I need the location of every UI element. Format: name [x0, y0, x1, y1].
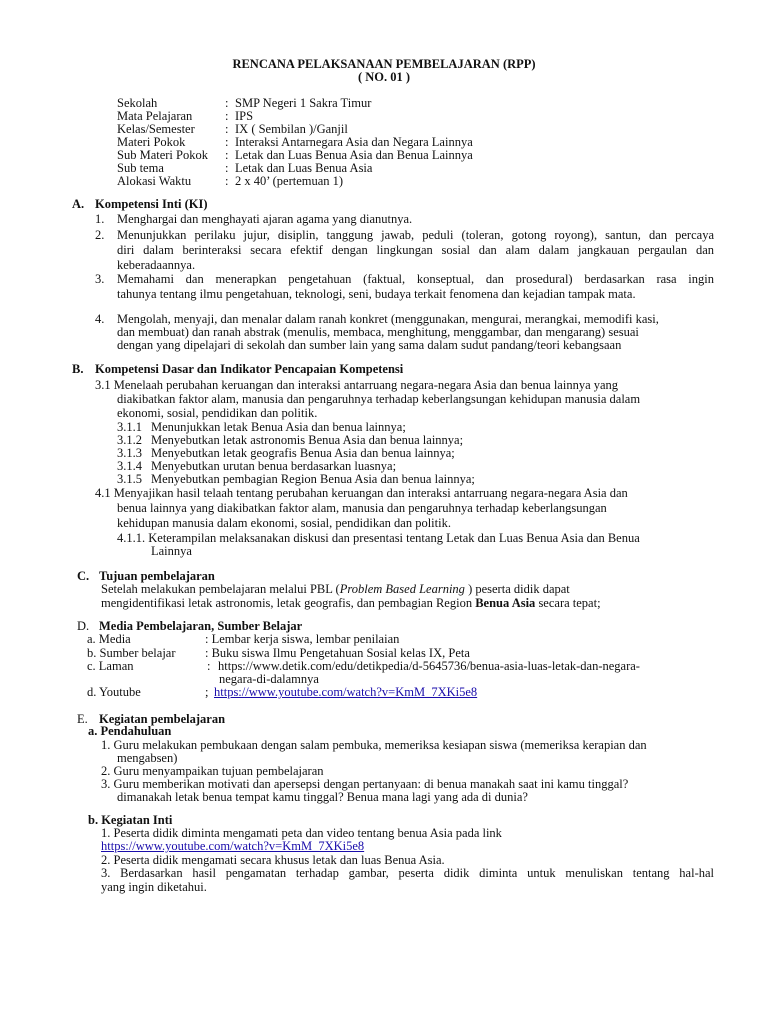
activity-text: 1. Peserta didik diminta mengamati peta dan video tentang benua Asia pada link [101, 826, 502, 840]
subsection-heading: b. Kegiatan Inti [88, 813, 173, 827]
identity-label: Sub Materi Pokok [117, 148, 208, 162]
media-label: c. Laman [87, 659, 134, 673]
section-heading: Kegiatan pembelajaran [99, 712, 226, 726]
identity-value: IPS [235, 109, 254, 123]
media-label: a. Media [87, 632, 131, 646]
identity-colon: : [225, 161, 229, 175]
list-number: 4. [95, 312, 105, 326]
laman-url: negara-di-dalamnya [219, 672, 319, 686]
youtube-link[interactable]: https://www.youtube.com/watch?v=KmM_7XKi5e8 [214, 685, 478, 699]
indicator-number: 3.1.4 [117, 459, 142, 473]
indicator-number: 3.1.3 [117, 446, 142, 460]
indicator-text: Menunjukkan letak Benua Asia dan benua lainnya; [151, 420, 406, 434]
identity-label: Kelas/Semester [117, 122, 195, 136]
list-number: 2. [95, 228, 105, 242]
activity-text: 3. Berdasarkan hasil pengamatan terhadap gambar, peserta didik diminta untuk menuliskan tentang hal-hal [101, 866, 714, 880]
media-value: : Buku siswa Ilmu Pengetahuan Sosial kelas IX, Peta [205, 646, 470, 660]
kd-text: 3.1 Menelaah perubahan keruangan dan interaksi antarruang negara-negara Asia dan benua lainnya yang [95, 378, 619, 392]
identity-colon: : [225, 148, 229, 162]
section-letter: E. [77, 712, 88, 726]
activity-text: dimanakah letak benua tempat kamu tinggal? Benua mana lagi yang ada di dunia? [117, 790, 528, 804]
indicator-number: 3.1.1 [117, 420, 142, 434]
identity-value: 2 x 40’ (pertemuan 1) [235, 174, 344, 188]
section-heading: Media Pembelajaran, Sumber Belajar [99, 619, 303, 633]
list-item-text: Mengolah, menyaji, dan menalar dalam ranah konkret (menggunakan, mengurai, merangkai, memodifi kasi, [117, 312, 659, 326]
identity-value: Letak dan Luas Benua Asia [235, 161, 373, 175]
activity-text: 3. Guru memberikan motivati dan apersepsi dengan pertanyaan: di benua manakah saat ini kamu tinggal? [101, 777, 629, 791]
indicator-text: Lainnya [151, 544, 192, 558]
activity-text: mengabsen) [117, 751, 178, 765]
section-heading: Tujuan pembelajaran [99, 569, 215, 583]
identity-label: Sekolah [117, 96, 158, 110]
indicator-number: 3.1.5 [117, 472, 142, 486]
identity-colon: : [225, 96, 229, 110]
list-item-text: Memahami dan menerapkan pengetahuan (faktual, konseptual, dan prosedural) berdasarkan rasa ingin [117, 272, 714, 286]
indicator-text: 4.1.1. Keterampilan melaksanakan diskusi dan presentasi tentang Letak dan Luas Benua Asia dan Benua [117, 531, 640, 545]
activity-text: yang ingin diketahui. [101, 880, 207, 894]
indicator-text: Menyebutkan urutan benua berdasarkan luasnya; [151, 459, 397, 473]
media-colon: : [207, 659, 211, 673]
list-number: 1. [95, 212, 105, 226]
indicator-number: 3.1.2 [117, 433, 142, 447]
list-item-text: dengan yang dipelajari di sekolah dan sumber lain yang sama dalam sudut pandang/teori kebangsaan [117, 338, 622, 352]
kd-text: kehidupan manusia dalam ekonomi, sosial, pendidikan dan politik. [117, 516, 451, 530]
youtube-link[interactable]: https://www.youtube.com/watch?v=KmM_7XKi5e8 [101, 839, 365, 853]
document-title: RENCANA PELAKSANAAN PEMBELAJARAN (RPP) [232, 57, 536, 71]
section-heading: Kompetensi Dasar dan Indikator Pencapaian Kompetensi [95, 362, 404, 376]
identity-value: IX ( Sembilan )/Ganjil [235, 122, 348, 136]
list-number: 3. [95, 272, 105, 286]
laman-url: https://www.detik.com/edu/detikpedia/d-5645736/benua-asia-luas-letak-dan-negara- [218, 659, 640, 673]
indicator-text: Menyebutkan pembagian Region Benua Asia dan benua lainnya; [151, 472, 475, 486]
indicator-text: Menyebutkan letak geografis Benua Asia dan benua lainnya; [151, 446, 455, 460]
identity-value: Interaksi Antarnegara Asia dan Negara Lainnya [235, 135, 473, 149]
list-item-text: Menghargai dan menghayati ajaran agama yang dianutnya. [117, 212, 413, 226]
identity-label: Mata Pelajaran [117, 109, 193, 123]
kd-text: benua lainnya yang diakibatkan faktor alam, manusia dan pengaruhnya terhadap keberlangsungan [117, 501, 607, 515]
list-item-text: dan membuat) dan ranah abstrak (menulis, membaca, menghitung, menggambar, dan mengarang) sesuai [117, 325, 639, 339]
activity-text: 2. Peserta didik mengamati secara khusus letak dan luas Benua Asia. [101, 853, 445, 867]
identity-value: Letak dan Luas Benua Asia dan Benua Lainnya [235, 148, 473, 162]
identity-label: Sub tema [117, 161, 164, 175]
section-letter: A. [72, 197, 85, 211]
objective-line: Setelah melakukan pembelajaran melalui PBL (Problem Based Learning ) peserta didik dapat [101, 582, 570, 596]
activity-text: 1. Guru melakukan pembukaan dengan salam pembuka, memeriksa kesiapan siswa (memeriksa kerapian dan [101, 738, 647, 752]
identity-colon: : [225, 135, 229, 149]
identity-label: Materi Pokok [117, 135, 186, 149]
kd-text: 4.1 Menyajikan hasil telaah tentang perubahan keruangan dan interaksi antarruang negara-negara Asia dan [95, 486, 628, 500]
media-label: b. Sumber belajar [87, 646, 176, 660]
list-item-text: keberadaannya. [117, 258, 196, 272]
kd-text: diakibatkan faktor alam, manusia dan pengaruhnya terhadap keberlangsungan kehidupan manusia dalam [117, 392, 641, 406]
identity-label: Alokasi Waktu [117, 174, 192, 188]
subsection-heading: a. Pendahuluan [88, 724, 172, 738]
media-colon: ; [205, 685, 209, 699]
section-heading: Kompetensi Inti (KI) [95, 197, 208, 211]
media-value: : Lembar kerja siswa, lembar penilaian [205, 632, 400, 646]
identity-colon: : [225, 109, 229, 123]
section-letter: B. [72, 362, 84, 376]
activity-text: 2. Guru menyampaikan tujuan pembelajaran [101, 764, 324, 778]
media-label: d. Youtube [87, 685, 141, 699]
section-letter: C. [77, 569, 90, 583]
identity-colon: : [225, 174, 229, 188]
indicator-text: Menyebutkan letak astronomis Benua Asia dan benua lainnya; [151, 433, 464, 447]
section-letter: D. [77, 619, 90, 633]
identity-colon: : [225, 122, 229, 136]
identity-value: SMP Negeri 1 Sakra Timur [235, 96, 372, 110]
list-item-text: tahunya tentang ilmu pengetahuan, teknologi, seni, budaya terkait fenomena dan kejadian tampak mata. [117, 287, 636, 301]
document-number: ( NO. 01 ) [357, 70, 411, 84]
list-item-text: diri dalam berinteraksi secara efektif dengan lingkungan sosial dan alam dalam jangkauan pergaulan dan [117, 243, 714, 257]
objective-line: mengidentifikasi letak astronomis, letak geografis, dan pembagian Region Benua Asia secara tepat; [101, 596, 601, 610]
list-item-text: Menunjukkan perilaku jujur, disiplin, tanggung jawab, peduli (toleran, gotong royong), santun, dan percaya [117, 228, 714, 242]
kd-text: ekonomi, sosial, pendidikan dan politik. [117, 406, 318, 420]
